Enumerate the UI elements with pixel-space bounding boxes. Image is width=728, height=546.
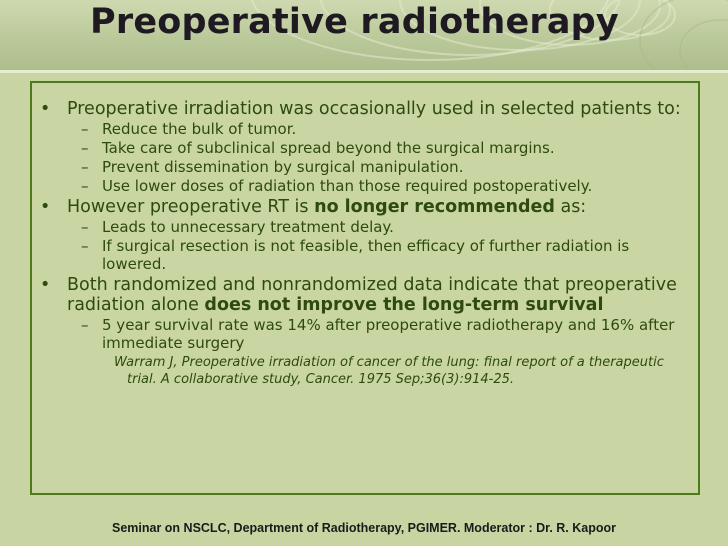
sub-item — [40, 139, 690, 157]
slide-title: Preoperative radiotherapy — [90, 2, 619, 42]
bullet-item — [40, 197, 690, 217]
dash-icon: – — [81, 120, 89, 138]
dash-icon: – — [81, 177, 89, 195]
sub-item — [40, 237, 690, 273]
sub-item-text: Leads to unnecessary treatment delay. — [102, 218, 394, 236]
dash-icon: – — [81, 237, 89, 255]
dash-icon: – — [81, 316, 89, 334]
bullet-text-prefix: Both randomized and nonrandomized data indicate that preoperative radiation alone — [67, 275, 677, 315]
slide-header — [0, 0, 728, 70]
sub-item-text: Take care of subclinical spread beyond the surgical margins. — [102, 139, 555, 157]
sub-item-text: Reduce the bulk of tumor. — [102, 120, 297, 138]
sub-item-text: If surgical resection is not feasible, then efficacy of further radiation is lowered. — [102, 237, 630, 273]
bullet-text: Preoperative irradiation was occasionally used in selected patients to: — [67, 99, 681, 119]
sub-item-text: 5 year survival rate was 14% after preoperative radiotherapy and 16% after immediate surgery — [102, 316, 675, 352]
content-box — [30, 81, 700, 495]
header-divider — [0, 70, 728, 73]
sub-item — [40, 218, 690, 236]
dash-icon: – — [81, 139, 89, 157]
sub-item-text: Prevent dissemination by surgical manipulation. — [102, 158, 464, 176]
sub-item — [40, 120, 690, 138]
bullet-text-emphasis: does not improve the long-term survival — [204, 295, 604, 315]
bullet-text-suffix: as: — [554, 197, 587, 217]
dash-icon: – — [81, 218, 89, 236]
slide-footer: Seminar on NSCLC, Department of Radiotherapy, PGIMER. Moderator : Dr. R. Kapoor — [112, 521, 616, 535]
bullet-item — [40, 99, 690, 119]
citation: Warram J, Preoperative irradiation of cancer of the lung: final report of a therapeutic trial. A collaborative study, Cancer. 1975 Sep;36(3):914-25. — [114, 355, 664, 387]
sub-item — [40, 316, 690, 352]
bullet-dot-icon: • — [40, 275, 51, 295]
sub-item — [40, 177, 690, 195]
sub-item-text: Use lower doses of radiation than those required postoperatively. — [102, 177, 593, 195]
bullet-text-prefix: However preoperative RT is — [67, 197, 315, 217]
bullet-dot-icon: • — [40, 99, 51, 119]
bullet-text-emphasis: no longer recommended — [314, 197, 555, 217]
sub-item — [40, 158, 690, 176]
bullet-item — [40, 275, 690, 315]
bullet-dot-icon: • — [40, 197, 51, 217]
dash-icon: – — [81, 158, 89, 176]
